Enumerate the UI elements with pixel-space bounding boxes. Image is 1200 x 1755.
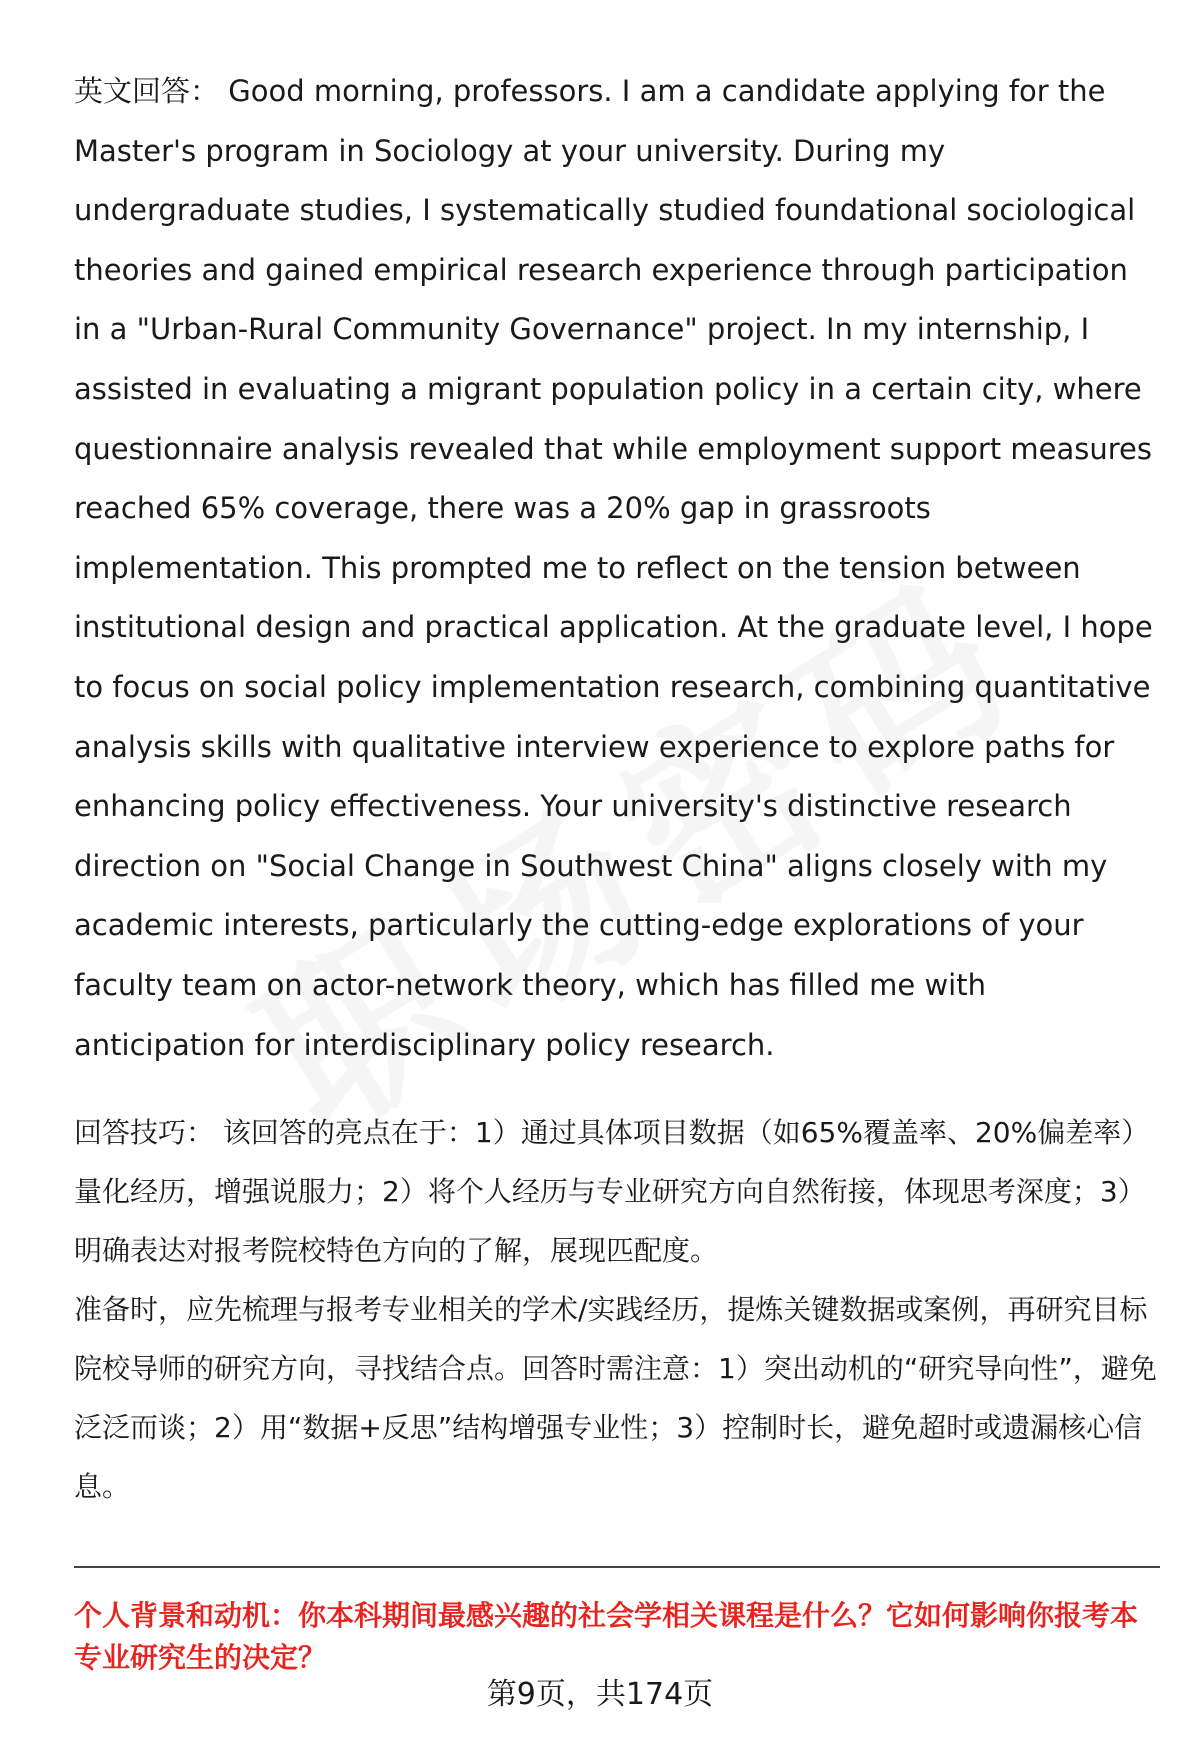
section-divider xyxy=(74,1566,1160,1568)
english-answer-label: 英文回答： xyxy=(74,74,220,108)
english-answer-paragraph xyxy=(74,62,1160,1075)
next-question-heading: 个人背景和动机：你本科期间最感兴趣的社会学相关课程是什么？它如何影响你报考本专业研究生的决定？ xyxy=(74,1599,1139,1674)
answer-tips-text: 该回答的亮点在于：1）通过具体项目数据（如65%覆盖率、20%偏差率）量化经历，增强说服力；2）将个人经历与专业研究方向自然衔接，体现思考深度；3）明确表达对报考院校特色方向的了解，展现匹配度。 xyxy=(74,1116,1150,1268)
answer-tips-label: 回答技巧： xyxy=(74,1116,215,1150)
document-body xyxy=(74,62,1160,1516)
answer-tips-paragraph xyxy=(74,1103,1160,1280)
preparation-paragraph: 准备时，应先梳理与报考专业相关的学术/实践经历，提炼关键数据或案例，再研究目标院校导师的研究方向，寻找结合点。回答时需注意：1）突出动机的“研究导向性”，避免泛泛而谈；2）用“数据+反思”结构增强专业性；3）控制时长，避免超时或遗漏核心信息。 xyxy=(74,1293,1157,1504)
english-answer-text: Good morning, professors. I am a candidate applying for the Master's program in Sociology at your university. During my undergraduate studies, I systematically studied foundational sociological theories and gained empirical research experience through participation in a "Urban-Rural Community Governance" project. In my internship, I assisted in evaluating a migrant population policy in a certain city, where questionnaire analysis revealed that while employment support measures reached 65% coverage, there was a 20% gap in grassroots implementation. This prompted me to reflect on the tension between institutional design and practical application. At the graduate level, I hope to focus on social policy implementation research, combining quantitative analysis skills with qualitative interview experience to explore paths for enhancing policy effectiveness. Your university's distinctive research direction on "Social Change in Southwest China" aligns closely with my academic interests, particularly the cutting-edge explorations of your faculty team on actor-network theory, which has filled me with anticipation for interdisciplinary policy research. xyxy=(74,74,1153,1062)
page-number: 第9页，共174页 xyxy=(486,1677,714,1712)
